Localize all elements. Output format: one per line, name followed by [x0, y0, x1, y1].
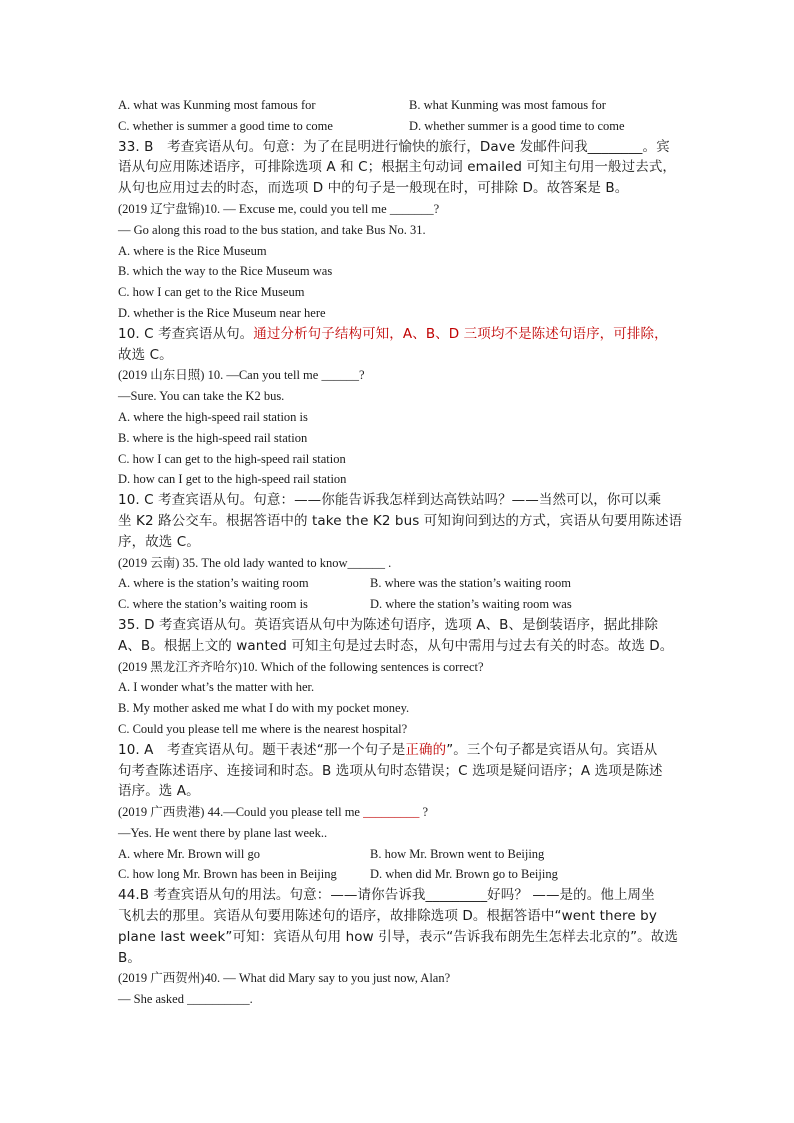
explanation-line: 10. C 考查宾语从句。句意：——你能告诉我怎样到达高铁站吗？——当然可以，你可以乘 [118, 492, 662, 509]
option-b: B. how Mr. Brown went to Beijing [370, 846, 545, 861]
option-b: B. where was the station’s waiting room [370, 576, 572, 591]
dialogue-line: —Sure. You can take the K2 bus. [118, 389, 285, 404]
explanation-line: plane last week”可知：宾语从句用 how 引导，表示“告诉我布朗先生怎样去北京的”。故选 [118, 928, 678, 945]
option-line: A. I wonder what’s the matter with her. [118, 680, 315, 695]
highlighted-text: 通过分析句子结构可知，A、B、D 三项均不是陈述句语序，可排除， [253, 325, 668, 342]
document-page [118, 95, 683, 1010]
option-c: C. how long Mr. Brown has been in Beijing [118, 867, 337, 882]
option-c: C. whether is summer a good time to come [118, 118, 333, 133]
option-line: C. how I can get to the Rice Museum [118, 285, 305, 300]
explanation-line: A、B。根据上文的 wanted 可知主句是过去时态，从句中需用与过去有关的时态。故选 D。 [118, 637, 674, 654]
answer-blank: _______ [389, 201, 434, 216]
answer-blank: __________ [187, 992, 250, 1007]
explanation-line: 33. B 考查宾语从句。句意：为了在昆明进行愉快的旅行，Dave 发邮件问我________。宾 [118, 138, 670, 155]
option-line: C. Could you please tell me where is the nearest hospital? [118, 721, 408, 736]
option-a: A. what was Kunming most famous for [118, 98, 316, 112]
option-line: B. which the way to the Rice Museum was [118, 264, 333, 279]
option-b: B. what Kunming was most famous for [409, 98, 606, 112]
question-line: (2019 黑龙江齐齐哈尔)10. Which of the following sentences is correct? [118, 659, 484, 674]
question-line: (2019 广西贺州)40. — What did Mary say to you just now, Alan? [118, 971, 451, 986]
option-line: A. where the high-speed rail station is [118, 409, 308, 424]
answer-blank: ______ [347, 555, 385, 570]
explanation-line: 35. D 考查宾语从句。英语宾语从句中为陈述句语序，选项 A、B、是倒装语序，据此排除 [118, 616, 659, 633]
option-row [118, 864, 678, 885]
explanation-line: 10. A 考查宾语从句。题干表述“那一个句子是正确的”。三个句子都是宾语从句。宾语从 [118, 741, 658, 758]
explanation-line: 飞机去的那里。宾语从句要用陈述句的语序，故排除选项 D。根据答语中“went there by [118, 908, 657, 925]
option-row [118, 844, 678, 865]
explanation-line: 坐 K2 路公交车。根据答语中的 take the K2 bus 可知询问到达的方式，宾语从句要用陈述语 [118, 512, 683, 529]
option-c: C. where the station’s waiting room is [118, 597, 308, 612]
explanation-line: 序，故选 C。 [118, 533, 200, 550]
explanation-line: 从句也应用过去的时态，而选项 D 中的句子是一般现在时，可排除 D。故答案是 B。 [118, 180, 629, 197]
question-line: (2019 山东日照) 10. —Can you tell me ______? [118, 368, 365, 383]
dialogue-line: — She asked __________. [118, 992, 253, 1007]
question-line: (2019 辽宁盘锦)10. — Excuse me, could you tell me _______? [118, 201, 440, 216]
option-line: D. how can I get to the high-speed rail station [118, 472, 347, 487]
option-row [118, 573, 678, 594]
option-d: D. whether summer is a good time to come [409, 118, 625, 133]
option-line: B. My mother asked me what I do with my pocket money. [118, 701, 410, 716]
option-a: A. where is the station’s waiting room [118, 576, 309, 591]
explanation-line: 故选 C。 [118, 346, 173, 363]
option-row [118, 594, 678, 615]
explanation-line: 语从句应用陈述语序，可排除选项 A 和 C；根据主句动词 emailed 可知主句用一般过去式， [118, 159, 677, 176]
dialogue-line: —Yes. He went there by plane last week.. [118, 825, 328, 840]
highlighted-text: 正确的 [405, 741, 447, 758]
explanation-line: 语序。选 A。 [118, 783, 200, 800]
option-d: D. where the station’s waiting room was [370, 597, 572, 612]
option-row [118, 95, 678, 116]
option-line: A. where is the Rice Museum [118, 243, 267, 258]
explanation-line: 句考查陈述语序、连接词和时态。B 选项从句时态错误；C 选项是疑问语序；A 选项是陈述 [118, 762, 663, 779]
answer-blank: ______ [321, 368, 359, 383]
answer-blank: _________ [363, 805, 420, 820]
option-line: B. where is the high-speed rail station [118, 430, 308, 445]
option-line: C. how I can get to the high-speed rail station [118, 451, 346, 466]
explanation-line: B。 [118, 949, 141, 966]
question-line: (2019 云南) 35. The old lady wanted to know______ . [118, 555, 392, 570]
option-d: D. when did Mr. Brown go to Beijing [370, 867, 558, 882]
dialogue-line: — Go along this road to the bus station, and take Bus No. 31. [118, 222, 426, 237]
option-row [118, 116, 678, 137]
option-a: A. where Mr. Brown will go [118, 846, 260, 861]
explanation-line: 10. C 考查宾语从句。通过分析句子结构可知，A、B、D 三项均不是陈述句语序，可排除， [118, 325, 668, 342]
option-line: D. whether is the Rice Museum near here [118, 305, 326, 320]
question-line: (2019 广西贵港) 44.—Could you please tell me _________ ? [118, 805, 429, 820]
explanation-line: 44.B 考查宾语从句的用法。句意：——请你告诉我_________好吗？ ——是的。他上周坐 [118, 887, 655, 904]
